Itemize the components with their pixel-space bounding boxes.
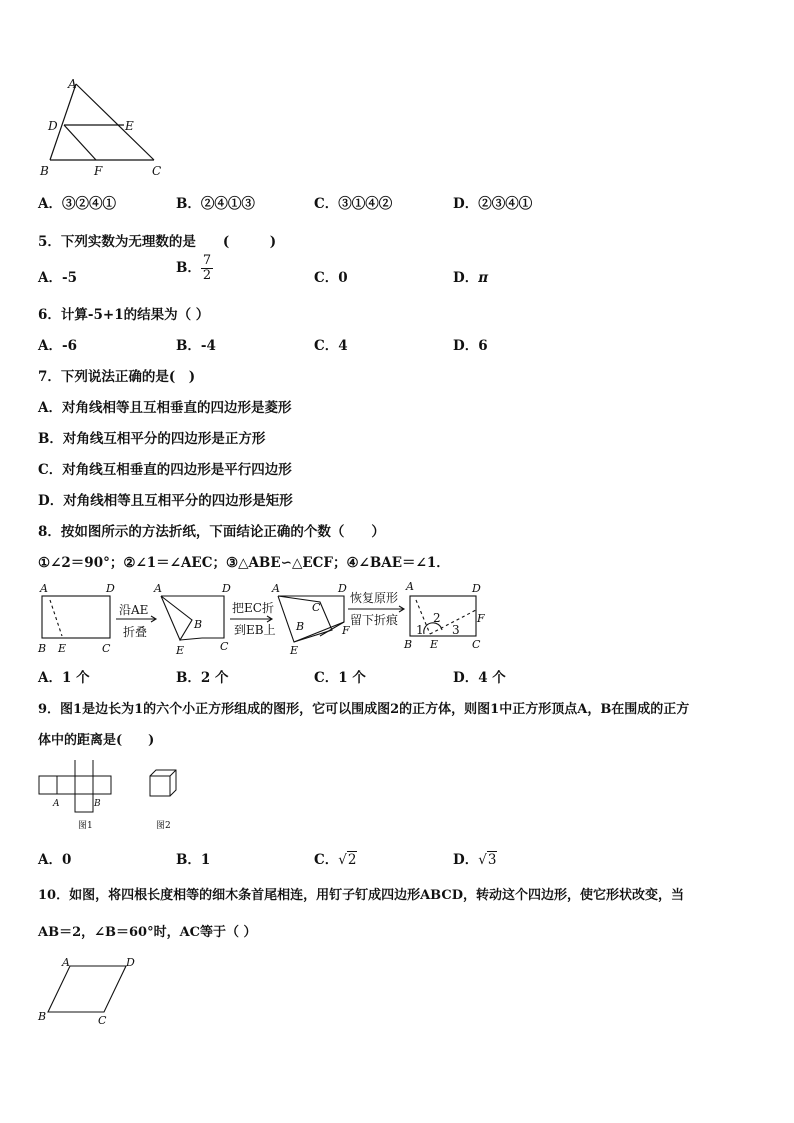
q9-cube-figure — [146, 766, 186, 832]
q8-conditions: ①∠2＝90°；②∠1＝∠AEC；③△ABE∽△ECF；④∠BAE＝∠1． — [38, 555, 450, 571]
q9-stem-line1: 9．图1是边长为1的六个小正方形组成的图形，它可以围成图2的正方体，则图1中正方形顶点A，B在围成的正方 — [38, 702, 690, 717]
q10-stem-line2: AB＝2，∠B＝60°时，AC等于（ ） — [38, 925, 257, 940]
q4-option-d[interactable]: D．②③④① — [453, 196, 533, 212]
q5-option-b[interactable] — [176, 254, 213, 283]
q10-rhombus-figure — [34, 954, 144, 1028]
q8-step1-bottom: 折叠 — [123, 625, 148, 639]
q6-stem: 6．计算-5+1的结果为（ ） — [38, 307, 210, 323]
q9-option-a[interactable]: A．0 — [38, 852, 72, 868]
svg-text:B: B — [38, 642, 47, 655]
q8-folding-diagram — [32, 578, 502, 656]
svg-text:B: B — [296, 620, 305, 633]
q4-label-b: B — [40, 164, 49, 178]
q9-option-d-prefix: D． — [453, 852, 479, 868]
q9-option-d[interactable] — [453, 848, 497, 868]
q9-stem-line2: 体中的距离是( ) — [38, 733, 155, 748]
svg-text:C: C — [472, 638, 481, 651]
q8-angle-1: 1 — [416, 623, 424, 637]
q4-label-d: D — [48, 119, 58, 133]
q8-angle-3: 3 — [452, 623, 460, 637]
svg-text:A: A — [406, 580, 414, 593]
q5-fraction — [201, 254, 213, 283]
q8-step1-top: 沿AE — [119, 603, 149, 617]
q8-angle-2: 2 — [433, 611, 441, 625]
q5-option-b-prefix: B． — [176, 260, 201, 276]
q9-option-c-prefix: C． — [314, 852, 339, 868]
svg-text:E: E — [58, 642, 67, 655]
q10-label-d: D — [126, 956, 135, 969]
q6-option-c[interactable]: C．4 — [314, 338, 348, 354]
svg-text:C: C — [102, 642, 111, 655]
q9-label-b: B — [94, 799, 101, 809]
svg-text:A: A — [40, 582, 48, 595]
q8-option-c[interactable]: C．1 个 — [314, 670, 366, 686]
svg-text:A: A — [154, 582, 162, 595]
svg-text:E: E — [176, 644, 185, 656]
q7-stem: 7．下列说法正确的是( ) — [38, 369, 196, 385]
q5-fraction-denominator: 2 — [202, 268, 212, 283]
q5-option-c[interactable]: C．0 — [314, 270, 348, 286]
q8-step3-top: 恢复原形 — [350, 591, 399, 605]
q8-option-d[interactable]: D．4 个 — [453, 670, 506, 686]
q8-step2-top: 把EC折 — [232, 601, 274, 615]
q5-option-a[interactable]: A．-5 — [38, 270, 77, 286]
svg-text:A: A — [272, 582, 280, 595]
svg-text:D: D — [222, 582, 231, 595]
svg-text:D: D — [472, 582, 481, 595]
q4-label-c: C — [152, 164, 162, 178]
q10-label-b: B — [38, 1010, 47, 1023]
q9-fig1-caption: 图1 — [78, 821, 93, 831]
q7-option-b[interactable]: B．对角线互相平分的四边形是正方形 — [38, 431, 266, 447]
q5-option-d[interactable] — [453, 266, 488, 286]
q5-option-d-value: π — [478, 270, 489, 286]
q5-option-d-prefix: D． — [453, 270, 479, 286]
q9-option-c-sqrt: √2 — [338, 852, 357, 868]
q4-triangle-figure — [36, 76, 166, 182]
q6-option-b[interactable]: B．-4 — [176, 338, 216, 354]
svg-text:F: F — [477, 612, 485, 625]
q6-option-d[interactable]: D．6 — [453, 338, 488, 354]
q10-label-a: A — [62, 956, 70, 969]
q8-stem: 8．按如图所示的方法折纸，下面结论正确的个数（ ） — [38, 524, 385, 540]
svg-text:E: E — [290, 644, 299, 656]
q4-option-b[interactable]: B．②④①③ — [176, 196, 255, 212]
q8-step3-bottom: 留下折痕 — [350, 613, 399, 627]
q9-option-b[interactable]: B．1 — [176, 852, 211, 868]
q4-option-a[interactable]: A．③②④① — [38, 196, 116, 212]
q7-option-c[interactable]: C．对角线互相垂直的四边形是平行四边形 — [38, 462, 292, 478]
q7-option-a[interactable]: A．对角线相等且互相垂直的四边形是菱形 — [38, 400, 292, 416]
svg-text:C: C — [220, 640, 229, 653]
q9-label-a: A — [53, 799, 60, 809]
q10-stem-line1: 10．如图，将四根长度相等的细木条首尾相连，用钉子钉成四边形ABCD，转动这个四边形，使它形状改变，当 — [38, 888, 685, 903]
q4-label-e: E — [125, 119, 134, 133]
q5-fraction-numerator: 7 — [202, 253, 212, 268]
q9-option-c[interactable] — [314, 848, 357, 868]
svg-text:E: E — [430, 638, 439, 651]
q4-label-a: A — [68, 77, 77, 91]
svg-text:F: F — [342, 624, 350, 637]
q8-option-b[interactable]: B．2 个 — [176, 670, 229, 686]
q4-label-f: F — [94, 164, 103, 178]
q4-option-c[interactable]: C．③①④② — [314, 196, 393, 212]
svg-text:D: D — [106, 582, 115, 595]
q9-net-figure — [36, 760, 126, 832]
svg-text:B: B — [194, 618, 203, 631]
q9-option-d-sqrt: √3 — [478, 852, 497, 868]
q7-option-d[interactable]: D．对角线相等且互相平分的四边形是矩形 — [38, 493, 293, 509]
q9-fig2-caption: 图2 — [156, 821, 171, 831]
svg-text:C: C — [312, 601, 321, 614]
q5-stem: 5．下列实数为无理数的是 ( ) — [38, 234, 277, 250]
q8-option-a[interactable]: A．1 个 — [38, 670, 90, 686]
q10-label-c: C — [98, 1014, 107, 1027]
svg-text:B: B — [404, 638, 413, 651]
q6-option-a[interactable]: A．-6 — [38, 338, 77, 354]
svg-text:D: D — [338, 582, 347, 595]
q8-step2-bottom: 到EB上 — [234, 623, 276, 637]
